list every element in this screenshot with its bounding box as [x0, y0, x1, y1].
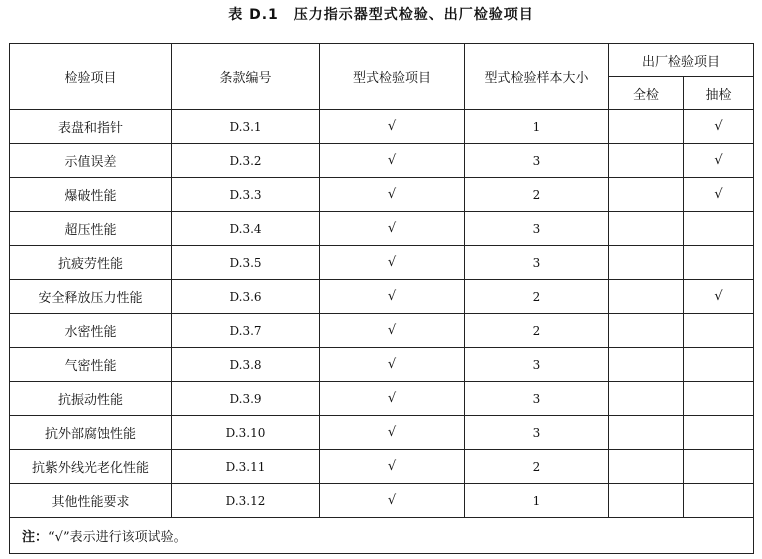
cell-full [609, 314, 684, 348]
cell-sample [684, 212, 754, 246]
cell-item: 表盘和指针 [10, 110, 172, 144]
cell-clause: D.3.3 [172, 178, 320, 212]
header-clause: 条款编号 [172, 44, 320, 110]
cell-sample-size: 3 [465, 348, 609, 382]
cell-full [609, 382, 684, 416]
cell-sample [684, 416, 754, 450]
cell-clause: D.3.12 [172, 484, 320, 518]
table-row [10, 246, 754, 280]
cell-full [609, 450, 684, 484]
cell-item: 示值误差 [10, 144, 172, 178]
cell-clause: D.3.1 [172, 110, 320, 144]
cell-type-test: √ [320, 178, 465, 212]
header-item: 检验项目 [10, 44, 172, 110]
cell-sample [684, 382, 754, 416]
cell-item: 气密性能 [10, 348, 172, 382]
cell-item: 超压性能 [10, 212, 172, 246]
cell-sample-size: 2 [465, 450, 609, 484]
cell-clause: D.3.6 [172, 280, 320, 314]
cell-type-test: √ [320, 212, 465, 246]
table-row [10, 144, 754, 178]
cell-sample: √ [684, 144, 754, 178]
table-body [10, 110, 754, 518]
table-row [10, 484, 754, 518]
header-type-test: 型式检验项目 [320, 44, 465, 110]
header-sample: 抽检 [684, 77, 754, 110]
cell-type-test: √ [320, 110, 465, 144]
cell-item: 其他性能要求 [10, 484, 172, 518]
cell-clause: D.3.5 [172, 246, 320, 280]
cell-sample: √ [684, 178, 754, 212]
table-row [10, 382, 754, 416]
cell-sample-size: 2 [465, 280, 609, 314]
cell-full [609, 246, 684, 280]
table-row [10, 110, 754, 144]
header-sample-size: 型式检验样本大小 [465, 44, 609, 110]
cell-sample-size: 2 [465, 314, 609, 348]
cell-sample-size: 3 [465, 382, 609, 416]
cell-sample: √ [684, 280, 754, 314]
cell-sample-size: 1 [465, 484, 609, 518]
cell-sample-size: 3 [465, 246, 609, 280]
header-full: 全检 [609, 77, 684, 110]
cell-type-test: √ [320, 484, 465, 518]
cell-item: 爆破性能 [10, 178, 172, 212]
cell-sample [684, 484, 754, 518]
cell-full [609, 348, 684, 382]
cell-type-test: √ [320, 144, 465, 178]
cell-sample-size: 3 [465, 212, 609, 246]
cell-type-test: √ [320, 314, 465, 348]
cell-full [609, 110, 684, 144]
cell-sample-size: 3 [465, 144, 609, 178]
note-label: 注： [22, 530, 49, 545]
table-row [10, 178, 754, 212]
table-row [10, 416, 754, 450]
cell-sample-size: 3 [465, 416, 609, 450]
cell-type-test: √ [320, 416, 465, 450]
cell-item: 抗疲劳性能 [10, 246, 172, 280]
cell-item: 水密性能 [10, 314, 172, 348]
table-row [10, 314, 754, 348]
cell-item: 抗紫外线光老化性能 [10, 450, 172, 484]
cell-sample [684, 246, 754, 280]
cell-sample [684, 314, 754, 348]
cell-sample-size: 2 [465, 178, 609, 212]
cell-sample-size: 1 [465, 110, 609, 144]
cell-type-test: √ [320, 382, 465, 416]
cell-clause: D.3.2 [172, 144, 320, 178]
cell-sample: √ [684, 110, 754, 144]
cell-full [609, 280, 684, 314]
table-row [10, 280, 754, 314]
cell-clause: D.3.4 [172, 212, 320, 246]
cell-clause: D.3.9 [172, 382, 320, 416]
cell-full [609, 484, 684, 518]
cell-type-test: √ [320, 450, 465, 484]
cell-clause: D.3.10 [172, 416, 320, 450]
inspection-table [9, 43, 754, 554]
cell-type-test: √ [320, 348, 465, 382]
cell-item: 抗振动性能 [10, 382, 172, 416]
table-row [10, 212, 754, 246]
header-factory: 出厂检验项目 [609, 44, 754, 77]
cell-sample [684, 450, 754, 484]
table-row [10, 450, 754, 484]
table-row [10, 348, 754, 382]
cell-clause: D.3.8 [172, 348, 320, 382]
note-text: “√”表示进行该项试验。 [48, 530, 187, 545]
cell-item: 安全释放压力性能 [10, 280, 172, 314]
cell-type-test: √ [320, 280, 465, 314]
table-note [10, 518, 754, 554]
cell-item: 抗外部腐蚀性能 [10, 416, 172, 450]
cell-type-test: √ [320, 246, 465, 280]
cell-full [609, 178, 684, 212]
cell-full [609, 144, 684, 178]
cell-full [609, 212, 684, 246]
cell-clause: D.3.11 [172, 450, 320, 484]
cell-clause: D.3.7 [172, 314, 320, 348]
cell-sample [684, 348, 754, 382]
table-title: 表 D.1 压力指示器型式检验、出厂检验项目 [228, 7, 534, 23]
cell-full [609, 416, 684, 450]
